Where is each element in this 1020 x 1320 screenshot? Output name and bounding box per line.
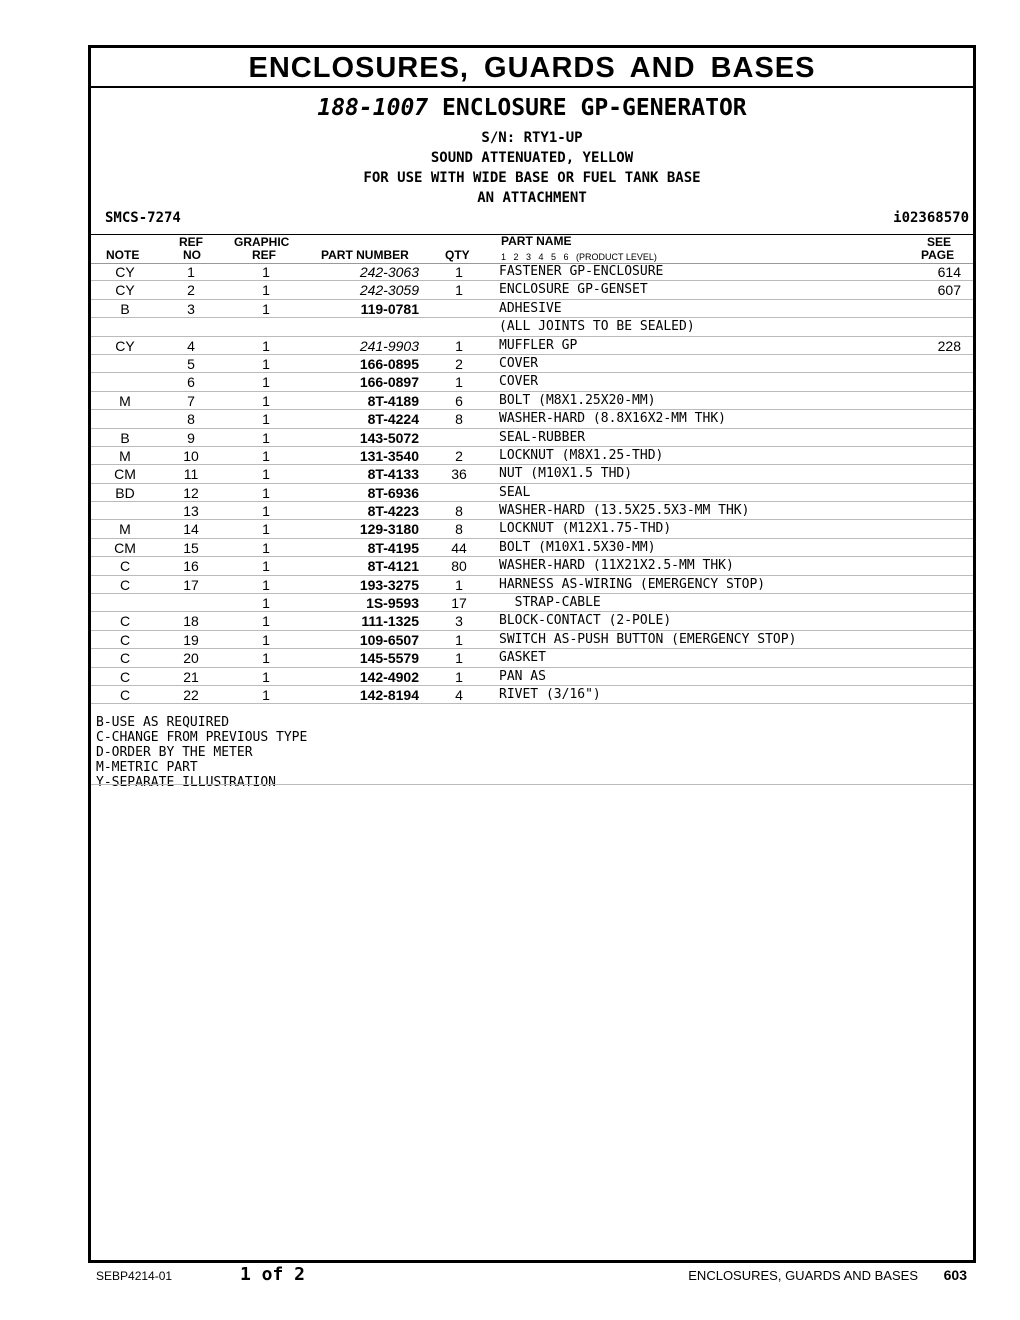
note-cell: C xyxy=(119,576,131,593)
qty-cell: 2 xyxy=(455,447,463,464)
part-number-cell: 111-1325 xyxy=(361,613,419,630)
legend-line: D-ORDER BY THE METER xyxy=(96,745,253,760)
part-number-cell: 145-5579 xyxy=(359,650,419,667)
part-number-cell: 142-4902 xyxy=(359,668,419,685)
notes-divider xyxy=(91,784,973,785)
qty-cell: 1 xyxy=(455,631,463,648)
graphic-ref-cell: 1 xyxy=(262,300,270,317)
table-row xyxy=(91,355,973,373)
graphic-ref-cell: 1 xyxy=(262,668,270,685)
col-ref-bottom: NO xyxy=(183,248,201,262)
part-number-cell: 129-3180 xyxy=(359,521,419,538)
note-cell: M xyxy=(119,392,131,409)
ref-no-cell: 17 xyxy=(183,576,199,593)
group-header xyxy=(91,88,973,208)
table-row xyxy=(91,612,973,630)
graphic-ref-cell: 1 xyxy=(262,521,270,538)
part-name-cell: RIVET (3/16") xyxy=(499,686,601,702)
ref-no-cell: 8 xyxy=(187,411,195,428)
footer-pager: 1 of 2 xyxy=(240,1264,306,1285)
section-title: ENCLOSURES, GUARDS AND BASES xyxy=(91,48,973,88)
part-name-cell: PAN AS xyxy=(499,668,546,684)
table-row xyxy=(91,373,973,391)
table-row xyxy=(91,668,973,686)
graphic-ref-cell: 1 xyxy=(262,374,270,391)
group-part-number: 188-1007 xyxy=(317,95,429,121)
note-cell: C xyxy=(119,650,131,667)
qty-cell: 44 xyxy=(451,539,467,556)
part-name-cell: MUFFLER GP xyxy=(499,337,578,353)
table-row xyxy=(91,447,973,465)
group-description-line: SOUND ATTENUATED, YELLOW xyxy=(430,150,634,166)
note-cell: M xyxy=(119,447,131,464)
part-name-cell: WASHER-HARD (13.5X25.5X3-MM THK) xyxy=(499,503,750,519)
col-graphic-top: GRAPHIC xyxy=(234,235,290,249)
part-name-cell: WASHER-HARD (8.8X16X2-MM THK) xyxy=(499,411,726,427)
table-row xyxy=(91,686,973,704)
footer-page-number: 603 xyxy=(943,1267,967,1283)
ref-no-cell: 10 xyxy=(183,447,199,464)
col-product-levels: 1 2 3 4 5 6 (PRODUCT LEVEL) xyxy=(501,252,657,262)
ref-no-cell: 18 xyxy=(183,613,199,630)
ref-no-cell: 14 xyxy=(183,521,199,538)
legend-line: C-CHANGE FROM PREVIOUS TYPE xyxy=(96,730,308,745)
graphic-ref-cell: 1 xyxy=(262,650,270,667)
table-row xyxy=(91,576,973,594)
ref-no-cell: 13 xyxy=(183,503,199,520)
part-number-cell: 8T-6936 xyxy=(367,484,419,501)
part-number-cell: 131-3540 xyxy=(359,447,419,464)
table-row xyxy=(91,539,973,557)
graphic-ref-cell: 1 xyxy=(262,558,270,575)
part-number-cell: 242-3059 xyxy=(359,282,419,299)
column-headers xyxy=(91,234,973,264)
page-frame xyxy=(88,45,976,1263)
graphic-ref-cell: 1 xyxy=(262,355,270,372)
ref-no-cell: 16 xyxy=(183,558,199,575)
notes-legend xyxy=(96,715,973,790)
table-row xyxy=(91,557,973,575)
graphic-ref-cell: 1 xyxy=(262,411,270,428)
footer-section: ENCLOSURES, GUARDS AND BASES xyxy=(688,1268,918,1283)
graphic-ref-cell: 1 xyxy=(262,595,270,612)
ref-no-cell: 6 xyxy=(187,374,195,391)
graphic-ref-cell: 1 xyxy=(262,503,270,520)
part-number-cell: 166-0895 xyxy=(359,355,419,372)
graphic-ref-cell: 1 xyxy=(262,631,270,648)
part-number-cell: 142-8194 xyxy=(359,686,419,703)
legend-line: Y-SEPARATE ILLUSTRATION xyxy=(96,775,277,790)
part-name-cell: COVER xyxy=(499,355,539,371)
note-cell: BD xyxy=(115,484,135,501)
part-number-cell: 8T-4223 xyxy=(367,503,419,520)
ref-no-cell: 3 xyxy=(187,300,195,317)
part-name-cell: COVER xyxy=(499,374,539,390)
legend-line: M-METRIC PART xyxy=(96,760,198,775)
table-row xyxy=(91,631,973,649)
qty-cell: 80 xyxy=(451,558,467,575)
part-number-cell: 109-6507 xyxy=(359,631,419,648)
table-row xyxy=(91,594,973,612)
part-name-cell: WASHER-HARD (11X21X2.5-MM THK) xyxy=(499,558,734,574)
table-row xyxy=(91,392,973,410)
qty-cell: 6 xyxy=(455,392,463,409)
col-see-top: SEE xyxy=(927,235,952,249)
part-name-cell: LOCKNUT (M12X1.75-THD) xyxy=(499,521,672,537)
graphic-ref-cell: 1 xyxy=(262,613,270,630)
see-page-cell: 228 xyxy=(937,337,961,354)
part-name-cell: FASTENER GP-ENCLOSURE xyxy=(499,264,664,279)
smcs-code: SMCS-7274 xyxy=(105,210,181,226)
col-part-number: PART NUMBER xyxy=(321,248,409,262)
group-name: ENCLOSURE GP-GENERATOR xyxy=(442,95,747,121)
table-row xyxy=(91,318,973,336)
part-number-cell: 8T-4195 xyxy=(367,539,419,556)
qty-cell: 8 xyxy=(455,503,463,520)
part-name-cell: SWITCH AS-PUSH BUTTON (EMERGENCY STOP) xyxy=(499,631,797,647)
note-cell: C xyxy=(119,613,131,630)
note-cell: CY xyxy=(115,282,135,299)
ref-no-cell: 7 xyxy=(187,392,195,409)
note-cell: C xyxy=(119,686,131,703)
table-row xyxy=(91,649,973,667)
part-name-cell: NUT (M10X1.5 THD) xyxy=(499,466,633,482)
table-row xyxy=(91,520,973,538)
part-name-cell: HARNESS AS-WIRING (EMERGENCY STOP) xyxy=(499,576,766,592)
qty-cell: 1 xyxy=(455,668,463,685)
note-cell: M xyxy=(119,521,131,538)
part-name-cell: BLOCK-CONTACT (2-POLE) xyxy=(499,613,672,629)
table-row xyxy=(91,465,973,483)
group-description-line: AN ATTACHMENT xyxy=(477,190,587,206)
graphic-ref-cell: 1 xyxy=(262,576,270,593)
note-cell: B xyxy=(120,300,130,317)
table-row xyxy=(91,484,973,502)
table-row xyxy=(91,263,973,281)
part-number-cell: 241-9903 xyxy=(359,337,419,354)
ref-no-cell: 22 xyxy=(183,686,199,703)
note-cell: C xyxy=(119,631,131,648)
qty-cell: 8 xyxy=(455,411,463,428)
ref-no-cell: 2 xyxy=(187,282,195,299)
graphic-ref-cell: 1 xyxy=(262,264,270,280)
qty-cell: 1 xyxy=(455,576,463,593)
note-cell: CM xyxy=(114,539,136,556)
graphic-ref-cell: 1 xyxy=(262,282,270,299)
table-row xyxy=(91,502,973,520)
ref-no-cell: 21 xyxy=(183,668,199,685)
table-row xyxy=(91,410,973,428)
part-number-cell: 166-0897 xyxy=(359,374,419,391)
graphic-ref-cell: 1 xyxy=(262,686,270,703)
note-cell: CY xyxy=(115,264,135,280)
part-number-cell: 8T-4189 xyxy=(367,392,419,409)
graphic-ref-cell: 1 xyxy=(262,484,270,501)
part-name-cell: ADHESIVE xyxy=(499,300,562,316)
qty-cell: 1 xyxy=(455,374,463,391)
col-ref-top: REF xyxy=(179,235,203,249)
group-title xyxy=(91,88,973,128)
see-page-cell: 607 xyxy=(937,282,961,299)
qty-cell: 1 xyxy=(455,264,463,280)
table-row xyxy=(91,429,973,447)
graphic-ref-cell: 1 xyxy=(262,466,270,483)
table-row xyxy=(91,281,973,299)
part-name-cell: BOLT (M10X1.5X30-MM) xyxy=(499,539,656,555)
qty-cell: 1 xyxy=(455,282,463,299)
qty-cell: 2 xyxy=(455,355,463,372)
part-name-cell: GASKET xyxy=(499,650,546,666)
qty-cell: 1 xyxy=(455,337,463,354)
qty-cell: 17 xyxy=(451,595,467,612)
qty-cell: 3 xyxy=(455,613,463,630)
part-number-cell: 8T-4224 xyxy=(367,411,419,428)
part-number-cell: 119-0781 xyxy=(360,300,419,317)
parts-list xyxy=(91,263,973,704)
graphic-ref-cell: 1 xyxy=(262,447,270,464)
part-name-cell: SEAL-RUBBER xyxy=(499,429,586,445)
note-cell: C xyxy=(119,558,131,575)
group-description-line: FOR USE WITH WIDE BASE OR FUEL TANK BASE xyxy=(363,170,701,186)
part-number-cell: 143-5072 xyxy=(359,429,419,446)
part-name-cell: ENCLOSURE GP-GENSET xyxy=(499,282,648,298)
note-cell: B xyxy=(120,429,130,446)
ref-no-cell: 4 xyxy=(187,337,195,354)
col-note: NOTE xyxy=(106,248,140,262)
graphic-ref-cell: 1 xyxy=(262,429,270,446)
qty-cell: 8 xyxy=(455,521,463,538)
illustration-id: i02368570 xyxy=(893,210,969,226)
part-name-cell: STRAP-CABLE xyxy=(499,595,601,611)
part-name-cell: LOCKNUT (M8X1.25-THD) xyxy=(499,447,664,463)
ref-no-cell: 20 xyxy=(183,650,199,667)
part-number-cell: 8T-4133 xyxy=(367,466,419,483)
note-cell: CM xyxy=(114,466,136,483)
part-number-cell: 242-3063 xyxy=(359,264,419,280)
col-see-bottom: PAGE xyxy=(921,248,955,262)
part-number-cell: 8T-4121 xyxy=(367,558,419,575)
part-name-cell: BOLT (M8X1.25X20-MM) xyxy=(499,392,656,408)
ref-no-cell: 12 xyxy=(183,484,199,501)
col-qty: QTY xyxy=(445,248,470,262)
ref-no-cell: 5 xyxy=(187,355,195,372)
part-number-cell: 1S-9593 xyxy=(366,595,419,612)
part-name-cell: SEAL xyxy=(499,484,531,500)
table-row xyxy=(91,300,973,318)
col-graphic-bottom: REF xyxy=(252,248,276,262)
ref-no-cell: 11 xyxy=(183,466,199,483)
graphic-ref-cell: 1 xyxy=(262,539,270,556)
graphic-ref-cell: 1 xyxy=(262,337,270,354)
serial-number: S/N: RTY1-UP xyxy=(481,130,583,146)
note-cell: CY xyxy=(115,337,135,354)
col-part-name: PART NAME xyxy=(501,234,572,248)
part-name-cell: (ALL JOINTS TO BE SEALED) xyxy=(499,319,695,335)
part-number-cell: 193-3275 xyxy=(359,576,419,593)
graphic-ref-cell: 1 xyxy=(262,392,270,409)
ref-no-cell: 1 xyxy=(187,264,195,280)
legend-line: B-USE AS REQUIRED xyxy=(96,715,230,730)
qty-cell: 4 xyxy=(455,686,463,703)
see-page-cell: 614 xyxy=(937,264,961,280)
table-row xyxy=(91,337,973,355)
footer-doc-id: SEBP4214-01 xyxy=(96,1269,173,1283)
ref-no-cell: 19 xyxy=(183,631,199,648)
qty-cell: 1 xyxy=(455,650,463,667)
note-cell: C xyxy=(119,668,131,685)
ref-no-cell: 15 xyxy=(183,539,199,556)
qty-cell: 36 xyxy=(451,466,467,483)
ref-no-cell: 9 xyxy=(187,429,195,446)
